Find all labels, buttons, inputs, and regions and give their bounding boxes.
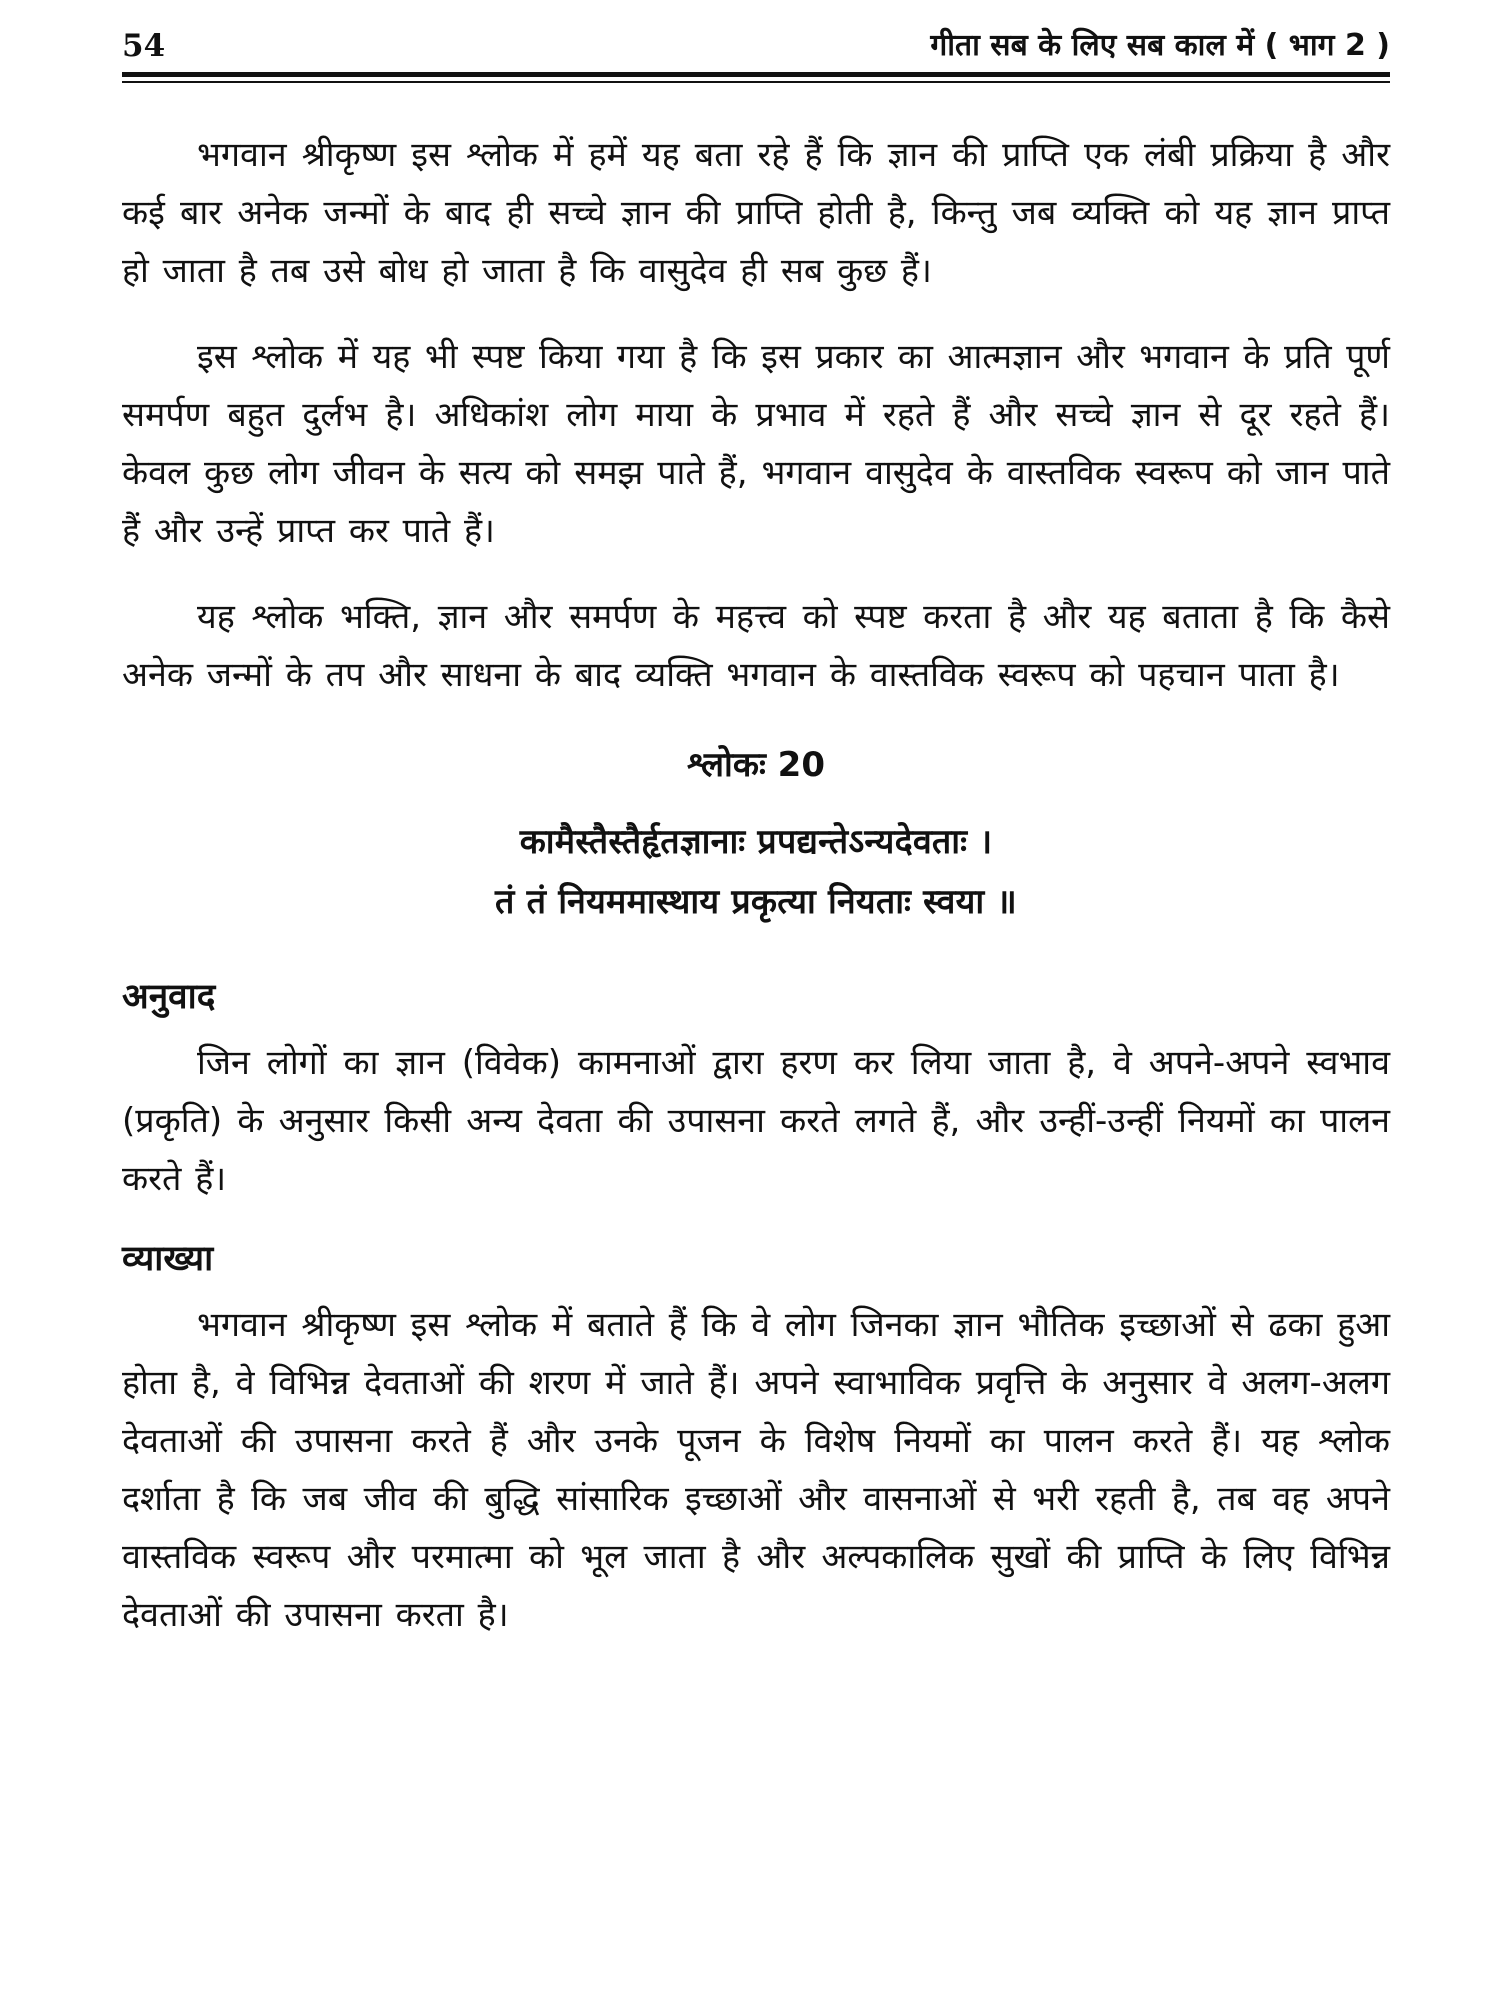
header-rule-thin bbox=[122, 81, 1390, 83]
verse-line-1: कामैस्तैस्तैर्हृतज्ञानाः प्रपद्यन्तेऽन्यदेवताः । bbox=[519, 822, 993, 862]
explanation-heading: व्याख्या bbox=[122, 1239, 214, 1279]
page-number: 54 bbox=[122, 28, 166, 64]
explanation-text: भगवान श्रीकृष्ण इस श्लोक में बताते हैं कि वे लोग जिनका ज्ञान भौतिक इच्छाओं से ढका हुआ होता है, वे विभिन्न देवताओं की शरण में जाते हैं। अपने स्वाभाविक प्रवृत्ति के अनुसार वे अलग-अलग देवताओं की उपासना करते हैं और उनके पूजन के विशेष नियमों का पालन करते हैं। यह श्लोक दर्शाता है कि जब जीव की बुद्धि सांसारिक इच्छाओं और वासनाओं से भरी रहती है, तब वह अपने वास्तविक स्वरूप और परमात्मा को भूल जाता है और अल्पकालिक सुखों की प्राप्ति के लिए विभिन्न देवताओं की उपासना करता है। bbox=[122, 1305, 1390, 1635]
shloka-title: श्लोकः 20 bbox=[687, 745, 825, 785]
page-content bbox=[122, 126, 1390, 1644]
paragraph: यह श्लोक भक्ति, ज्ञान और समर्पण के महत्त्व को स्पष्ट करता है और यह बताता है कि कैसे अनेक जन्मों के तप और साधना के बाद व्यक्ति भगवान के वास्तविक स्वरूप को पहचान पाता है। bbox=[122, 597, 1390, 695]
paragraph: इस श्लोक में यह भी स्पष्ट किया गया है कि इस प्रकार का आत्मज्ञान और भगवान के प्रति पूर्ण समर्पण बहुत दुर्लभ है। अधिकांश लोग माया के प्रभाव में रहते हैं और सच्चे ज्ञान से दूर रहते हैं। केवल कुछ लोग जीवन के सत्य को समझ पाते हैं, भगवान वासुदेव के वास्तविक स्वरूप को जान पाते हैं और उन्हें प्राप्त कर पाते हैं। bbox=[122, 337, 1390, 551]
verse-line-2: तं तं नियममास्थाय प्रकृत्या नियताः स्वया ॥ bbox=[495, 882, 1017, 922]
paragraph: भगवान श्रीकृष्ण इस श्लोक में हमें यह बता रहे हैं कि ज्ञान की प्राप्ति एक लंबी प्रक्रिया है और कई बार अनेक जन्मों के बाद ही सच्चे ज्ञान की प्राप्ति होती है, किन्तु जब व्यक्ति को यह ज्ञान प्राप्त हो जाता है तब उसे बोध हो जाता है कि वासुदेव ही सब कुछ हैं। bbox=[122, 135, 1390, 291]
running-title: गीता सब के लिए सब काल में ( भाग 2 ) bbox=[930, 28, 1390, 63]
translation-text: जिन लोगों का ज्ञान (विवेक) कामनाओं द्वारा हरण कर लिया जाता है, वे अपने-अपने स्वभाव (प्रकृति) के अनुसार किसी अन्य देवता की उपासना करते लगते हैं, और उन्हीं-उन्हीं नियमों का पालन करते हैं। bbox=[122, 1043, 1390, 1199]
shloka-verse bbox=[122, 812, 1390, 932]
page-header bbox=[122, 20, 1390, 64]
translation-heading: अनुवाद bbox=[122, 977, 216, 1017]
header-rule-thick bbox=[122, 72, 1390, 77]
